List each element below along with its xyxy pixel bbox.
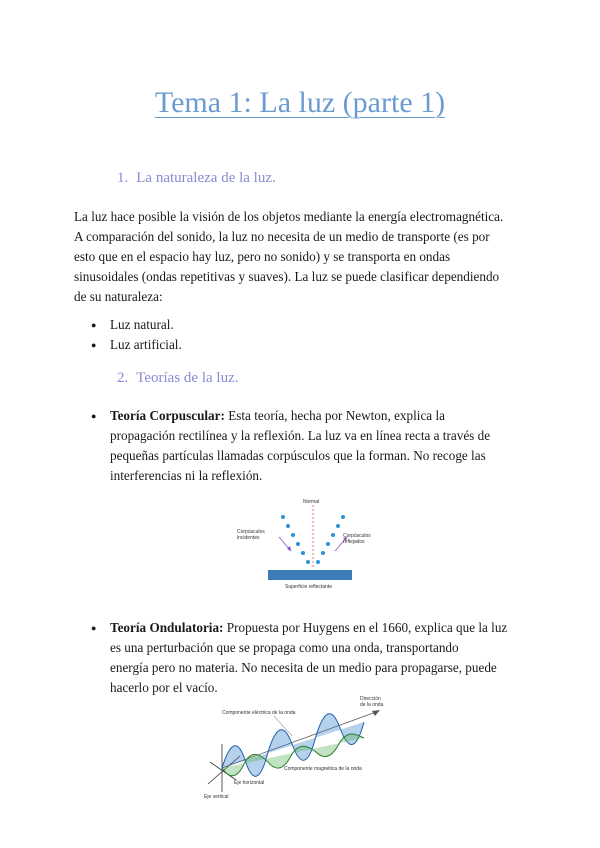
list-item: ● Luz natural. bbox=[91, 315, 182, 335]
reflected-label: Corpúsculos bbox=[343, 533, 371, 539]
corpuscular-reflection-figure bbox=[235, 495, 385, 595]
vertical-axis-label: Eje vertical bbox=[204, 794, 229, 800]
theory-term: Teoría Corpuscular: bbox=[110, 408, 225, 423]
section-heading-naturaleza bbox=[117, 170, 276, 187]
text-line: interferencias ni la reflexión. bbox=[110, 468, 263, 483]
section-number: 1. bbox=[117, 170, 129, 186]
text-line: hacerlo por el vacío. bbox=[110, 680, 218, 695]
page-title: Tema 1: La luz (parte 1) bbox=[154, 86, 446, 119]
corpuscle bbox=[291, 533, 295, 537]
text-line: propagación rectilínea y la reflexión. La luz va en línea recta a través de bbox=[110, 428, 491, 443]
section-number: 2. bbox=[117, 370, 129, 386]
intro-paragraph bbox=[74, 207, 534, 307]
incident-label: Corpúsculos bbox=[237, 529, 265, 535]
bullet-icon: ● bbox=[91, 623, 97, 633]
text-line: sinusoidales (ondas repetitivas y suaves). La luz se puede clasificar dependiendo bbox=[74, 269, 500, 284]
corpuscle bbox=[281, 515, 285, 519]
incident-corpuscles bbox=[281, 515, 310, 564]
text-line: pequeñas partículas llamadas corpúsculos que la forman. No recoge las bbox=[110, 448, 486, 463]
corpuscle bbox=[331, 533, 335, 537]
ondulatoria-theory-item bbox=[91, 618, 550, 698]
section-heading-teorias bbox=[117, 370, 239, 387]
text-line: esto que en el espacio hay luz, pero no sonido) y se transporta en ondas bbox=[74, 249, 451, 264]
text-line: de su naturaleza: bbox=[74, 289, 163, 304]
direction-label: de la onda bbox=[360, 702, 384, 708]
corpuscle bbox=[326, 542, 330, 546]
text-line: Esta teoría, hecha por Newton, explica la bbox=[224, 408, 445, 423]
magnetic-label: Componente magnética de la onda bbox=[284, 766, 362, 772]
corpuscle bbox=[286, 524, 290, 528]
corpuscle bbox=[301, 551, 305, 555]
electric-label: Componente eléctrica de la onda bbox=[222, 710, 296, 716]
text-line: La luz hace posible la visión de los objetos mediante la energía electromagnética. bbox=[74, 209, 504, 224]
theory-term: Teoría Ondulatoria: bbox=[110, 620, 224, 635]
corpuscle bbox=[316, 560, 320, 564]
section-title: La naturaleza de la luz. bbox=[136, 170, 276, 186]
reflected-corpuscles bbox=[316, 515, 345, 564]
text-line: Propuesta por Huygens en el 1660, explica que la luz bbox=[223, 620, 508, 635]
bullet-icon: ● bbox=[91, 411, 97, 421]
corpuscle bbox=[296, 542, 300, 546]
text-line: energía pero no materia. No necesita de un medio para propagarse, puede bbox=[110, 660, 497, 675]
surface-label: Superficie reflectante bbox=[285, 584, 332, 590]
incident-label: incidentes bbox=[237, 535, 260, 541]
direction-arrow-icon bbox=[372, 710, 380, 716]
light-types-list bbox=[91, 315, 182, 355]
text-line: A comparación del sonido, la luz no necesita de un medio de transporte (es por bbox=[74, 229, 490, 244]
list-item: ● Luz artificial. bbox=[91, 335, 182, 355]
electromagnetic-wave-figure bbox=[200, 692, 400, 800]
direction-label: Dirección bbox=[360, 696, 381, 702]
text-line: es una perturbación que se propaga como una onda, transportando bbox=[110, 640, 459, 655]
corpuscular-theory-item bbox=[91, 406, 550, 486]
reflecting-surface bbox=[268, 570, 352, 580]
corpuscle bbox=[336, 524, 340, 528]
corpuscle bbox=[321, 551, 325, 555]
normal-label: Normal bbox=[303, 499, 320, 505]
reflected-label: reflejados bbox=[343, 539, 365, 545]
section-title: Teorías de la luz. bbox=[136, 370, 239, 386]
horizontal-axis-label: Eje horizontal bbox=[234, 780, 265, 786]
corpuscle bbox=[341, 515, 345, 519]
corpuscle bbox=[306, 560, 310, 564]
